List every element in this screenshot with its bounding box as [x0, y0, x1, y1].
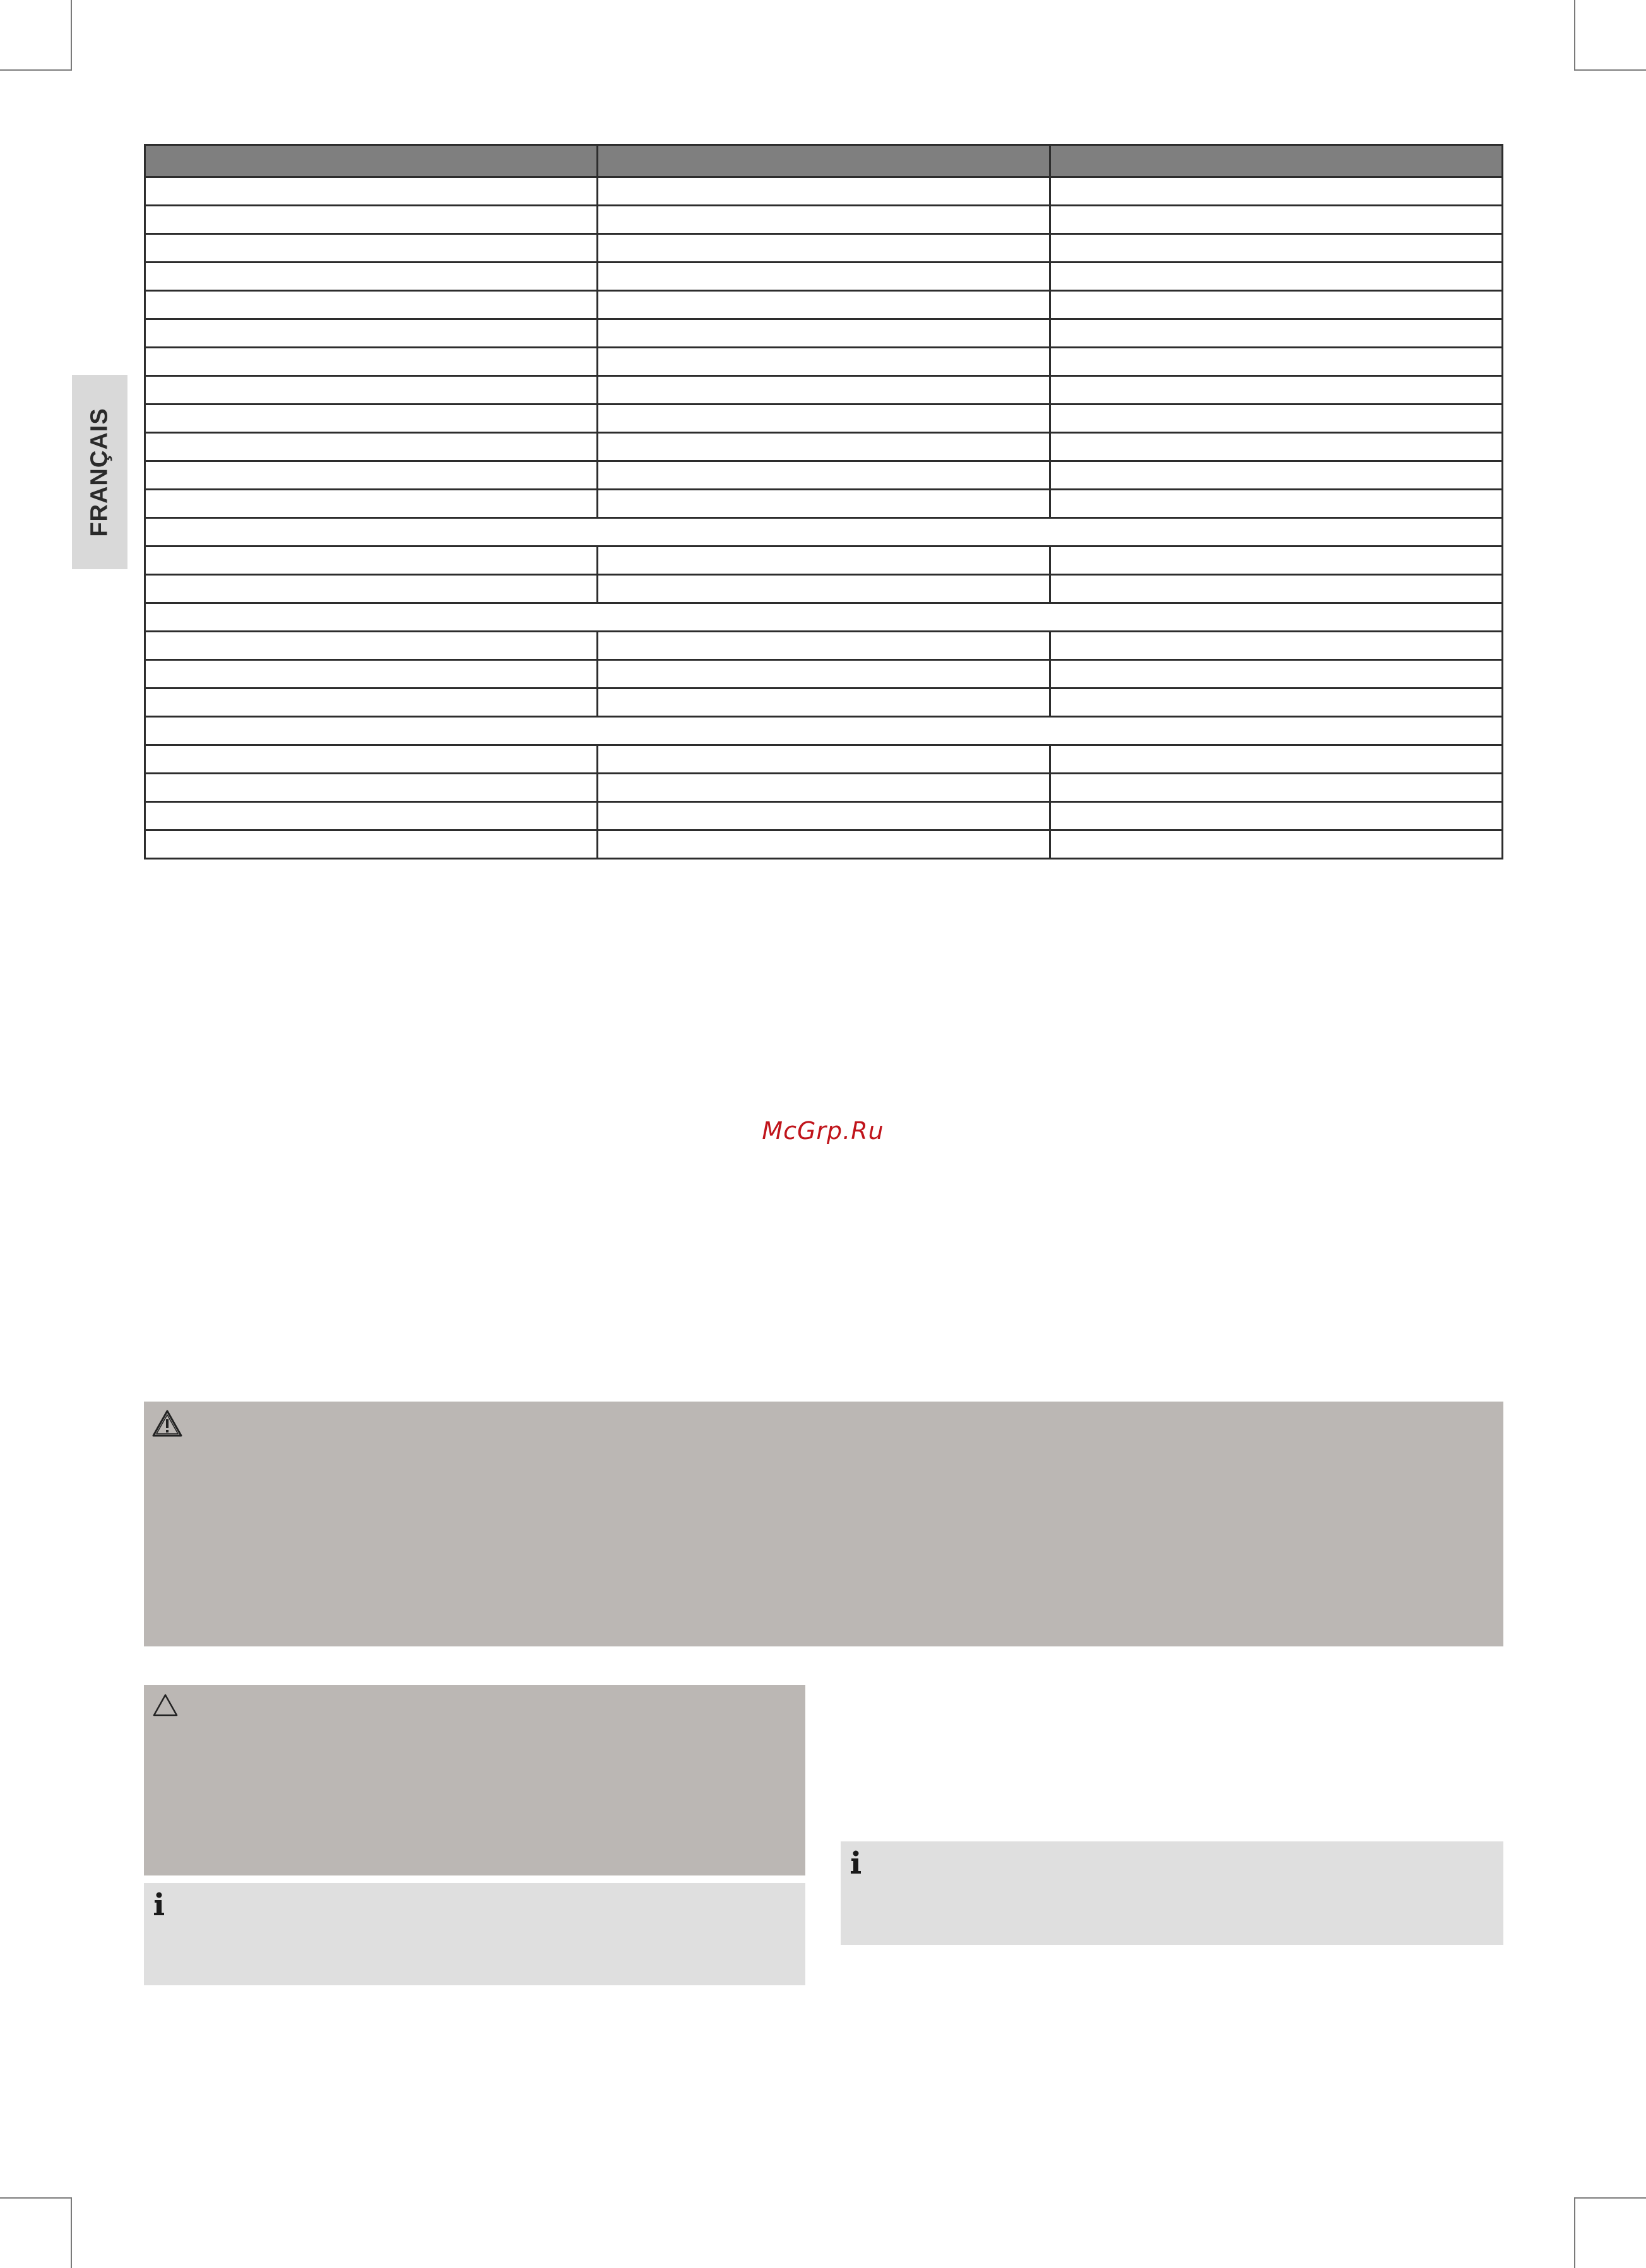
table-cell	[1050, 461, 1502, 490]
crop-mark	[71, 0, 72, 69]
table-cell	[145, 830, 598, 859]
table-cell	[1050, 376, 1502, 405]
table-cell	[597, 830, 1050, 859]
table-cell	[597, 291, 1050, 319]
table-row	[145, 263, 1503, 291]
table-cell	[1050, 745, 1502, 774]
table-cell	[1050, 206, 1502, 234]
table-cell	[597, 177, 1050, 206]
table-cell	[145, 546, 598, 575]
language-tab-label: FRANÇAIS	[86, 407, 113, 537]
table-cell	[145, 263, 598, 291]
table-row	[145, 830, 1503, 859]
warning-box	[144, 1402, 1503, 1646]
table-cell	[1050, 802, 1502, 830]
crop-mark	[0, 2197, 72, 2199]
table-cell	[1050, 490, 1502, 518]
table-row	[145, 376, 1503, 405]
table-cell	[597, 745, 1050, 774]
table-cell	[145, 688, 598, 717]
crop-mark	[1574, 69, 1646, 71]
table-cell	[145, 376, 598, 405]
caution-box	[144, 1685, 805, 1875]
watermark: McGrp.Ru	[762, 1117, 884, 1145]
table-cell	[145, 745, 598, 774]
table-header-row	[145, 145, 1503, 177]
table-row	[145, 660, 1503, 688]
table-section-row	[145, 717, 1503, 745]
table-cell	[597, 433, 1050, 461]
table-cell	[597, 263, 1050, 291]
info-icon	[150, 1892, 168, 1917]
table-cell	[1050, 234, 1502, 263]
table-cell	[1050, 688, 1502, 717]
table-cell	[597, 234, 1050, 263]
table-cell	[1050, 632, 1502, 660]
table-cell	[145, 490, 598, 518]
table-row	[145, 234, 1503, 263]
info-box-left	[144, 1883, 805, 1985]
table-row	[145, 291, 1503, 319]
table-cell	[145, 291, 598, 319]
table-cell	[1050, 830, 1502, 859]
table-cell	[145, 461, 598, 490]
table-cell	[145, 802, 598, 830]
table-row	[145, 688, 1503, 717]
table-row	[145, 348, 1503, 376]
info-box-right	[841, 1841, 1503, 1945]
table-cell	[597, 461, 1050, 490]
table-cell	[597, 206, 1050, 234]
crop-mark	[1574, 0, 1575, 69]
table-row	[145, 575, 1503, 603]
table-section-cell	[145, 518, 1503, 546]
table-header-cell	[597, 145, 1050, 177]
table-section-row	[145, 603, 1503, 632]
table-row	[145, 206, 1503, 234]
language-tab	[72, 375, 127, 569]
info-icon	[847, 1850, 865, 1875]
table-cell	[597, 405, 1050, 433]
table-header-cell	[145, 145, 598, 177]
table-cell	[1050, 263, 1502, 291]
table-cell	[597, 632, 1050, 660]
table-cell	[597, 575, 1050, 603]
table-row	[145, 745, 1503, 774]
table-cell	[145, 660, 598, 688]
table-row	[145, 632, 1503, 660]
table-cell	[1050, 575, 1502, 603]
table-cell	[145, 774, 598, 802]
table-cell	[597, 348, 1050, 376]
table-cell	[1050, 177, 1502, 206]
table-cell	[597, 376, 1050, 405]
table-row	[145, 177, 1503, 206]
table-cell	[1050, 433, 1502, 461]
crop-mark	[1574, 2197, 1575, 2268]
table-row	[145, 319, 1503, 348]
specifications-table	[144, 144, 1503, 859]
table-cell	[145, 177, 598, 206]
table-section-cell	[145, 717, 1503, 745]
table-cell	[597, 774, 1050, 802]
table-section-row	[145, 518, 1503, 546]
table-cell	[597, 660, 1050, 688]
table-row	[145, 405, 1503, 433]
crop-mark	[1574, 2197, 1646, 2199]
table-cell	[145, 348, 598, 376]
table-cell	[1050, 348, 1502, 376]
table-row	[145, 433, 1503, 461]
table-cell	[145, 405, 598, 433]
table-cell	[1050, 774, 1502, 802]
warning-exclamation-icon	[151, 1409, 183, 1438]
table-section-cell	[145, 603, 1503, 632]
warning-triangle-icon	[151, 1692, 179, 1718]
table-cell	[145, 632, 598, 660]
table-cell	[1050, 291, 1502, 319]
table-row	[145, 802, 1503, 830]
table-row	[145, 461, 1503, 490]
table-cell	[597, 490, 1050, 518]
table-cell	[145, 433, 598, 461]
table-cell	[597, 802, 1050, 830]
table-cell	[1050, 319, 1502, 348]
table-cell	[145, 319, 598, 348]
table-cell	[1050, 405, 1502, 433]
table-cell	[1050, 546, 1502, 575]
table-row	[145, 546, 1503, 575]
crop-mark	[0, 69, 72, 71]
table-row	[145, 490, 1503, 518]
table-cell	[1050, 660, 1502, 688]
table-cell	[597, 688, 1050, 717]
table-cell	[597, 319, 1050, 348]
table-cell	[145, 575, 598, 603]
table-cell	[597, 546, 1050, 575]
table-cell	[145, 206, 598, 234]
table-cell	[145, 234, 598, 263]
table-row	[145, 774, 1503, 802]
table-header-cell	[1050, 145, 1502, 177]
crop-mark	[71, 2197, 72, 2268]
